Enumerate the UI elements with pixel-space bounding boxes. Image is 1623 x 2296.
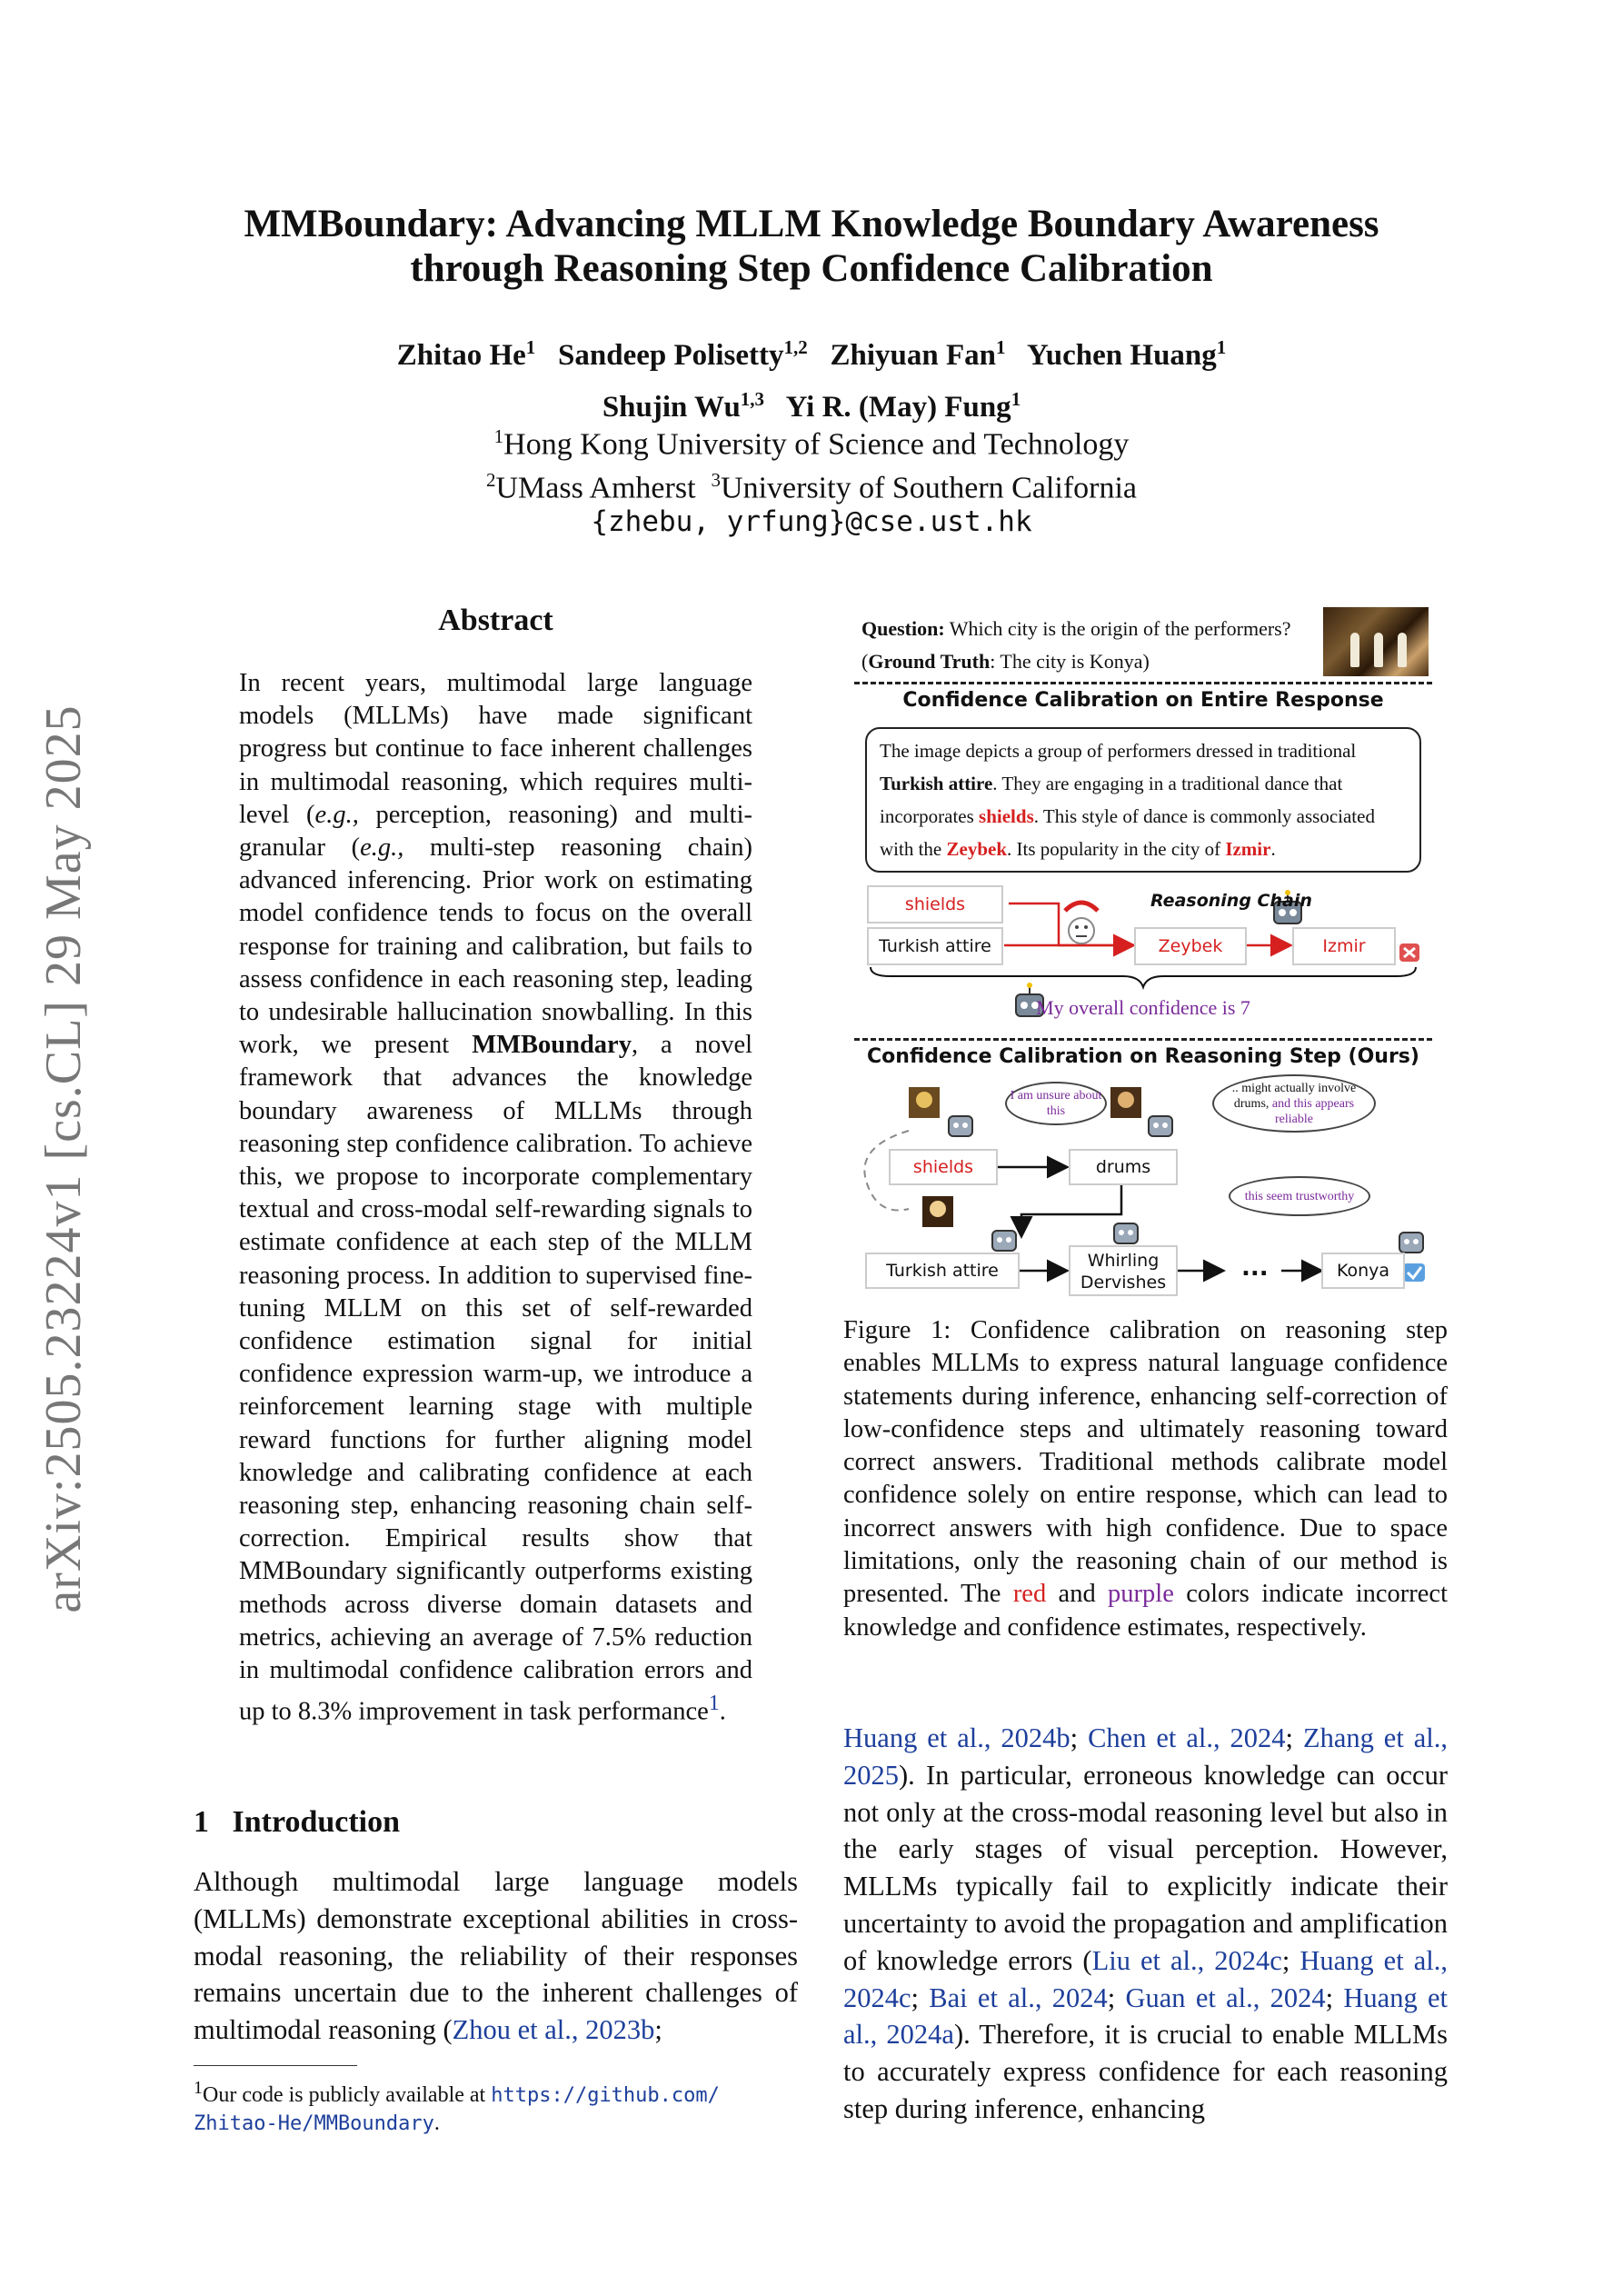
author-affil-mark: 1 <box>1216 336 1227 358</box>
footnote-text: . <box>433 2111 440 2135</box>
author: Zhitao He <box>396 339 526 372</box>
image-crop-icon <box>909 1087 940 1118</box>
robot-icon <box>949 1116 972 1136</box>
caption-text: and <box>1046 1580 1109 1609</box>
thought-bubble-trustworthy: this seem trustworthy <box>1229 1176 1370 1216</box>
citation-link[interactable]: Huang et al., 2024b <box>843 1722 1070 1753</box>
footnote <box>194 2074 802 2138</box>
author: Yi R. (May) Fung <box>785 391 1011 424</box>
sep: ; <box>1070 1722 1089 1753</box>
node-shields: shields <box>889 1149 998 1185</box>
header-entire-response: Confidence Calibration on Entire Response <box>902 689 1384 712</box>
authors-line-1 <box>0 325 1623 377</box>
caption-purple: purple <box>1108 1580 1174 1609</box>
title-line-2: through Reasoning Step Confidence Calibration <box>410 247 1213 290</box>
caption-text: colors indicate incorrect knowledge and confidence estimates, respectively. <box>843 1580 1449 1642</box>
sep: ; <box>1325 1982 1344 2013</box>
figure-question <box>861 613 1291 678</box>
arxiv-sidebar-stamp <box>27 673 100 1645</box>
sep: ; <box>1285 1722 1303 1753</box>
thought-bubble-drums <box>1212 1074 1376 1133</box>
gt-label: Ground Truth <box>868 650 991 673</box>
question-label: Question: <box>861 617 945 640</box>
incorrect-term: Zeybek <box>946 838 1008 860</box>
code-url-link[interactable]: https://github.com/ <box>491 2084 720 2107</box>
paper-title <box>0 202 1623 291</box>
affiliation-2 <box>0 458 1623 510</box>
citation-link[interactable]: Bai et al., 2024 <box>929 1982 1108 2013</box>
figure-caption <box>843 1314 1448 1644</box>
node-shields: shields <box>867 885 1003 923</box>
response-bold: Turkish attire <box>880 773 993 794</box>
node-turkish-attire: Turkish attire <box>865 1253 1020 1289</box>
author-affil-mark: 1 <box>995 336 1006 358</box>
author-list <box>0 325 1623 429</box>
abstract-text: perception, reasoning) and multi-granular ( <box>239 800 752 863</box>
response-text: The image depicts a group of performers dressed in traditional <box>880 740 1357 762</box>
author-affil-mark: 1,2 <box>783 336 808 358</box>
caption-text: Figure 1: Confidence calibration on reasoning step enables MLLMs to express natural language confidence statements during inference, enhancing self-correction of low-confidence steps and ultimately reasoning toward correct answers. Traditional methods calibrate model confidence solely on entire response, which can lead to incorrect answers with high confidence. Due to space limitations, only the reasoning chain of our method is presented. The <box>843 1316 1448 1609</box>
abstract-body <box>239 667 752 1729</box>
robot-icon <box>992 1231 1016 1251</box>
abstract-emph: e.g., <box>314 800 359 829</box>
bubble-text: .. might actually involve drums, <box>1231 1081 1357 1111</box>
section-title: Introduction <box>232 1805 401 1839</box>
model-response-box <box>865 727 1421 873</box>
gt-text: ( <box>861 650 869 673</box>
abstract-text: , a novel framework that advances the knowledge boundary awareness of MLLMs through reasoning step confidence calibration. To achieve this, we propose to incorporate complementary textual and cross-modal self-rewarding signals to estimate confidence at each step of the MLLM reasoning process. In addition to supervised fine-tuning MLLM on this set of self-rewarded confidence estimation signal for initial confidence expression warm-up, we introduce a reinforcement learning stage with multiple reward functions for further aligning model knowledge and calibrating confidence at each reasoning step, enhancing reasoning chain self-correction. Empirical results show that MMBoundary significantly outperforms existing methods across diverse domain datasets and metrics, achieving an average of 7.5% reduction in multimodal confidence calibration errors and up to 8.3% improvement in task performance <box>239 1031 753 1726</box>
author-affil-mark: 1 <box>525 336 536 358</box>
image-crop-icon <box>1110 1087 1141 1118</box>
footnote-text: Our code is publicly available at <box>203 2083 492 2107</box>
contact-email[interactable]: {zhebu, yrfung}@cse.ust.hk <box>591 505 1032 538</box>
citation-link[interactable]: Liu et al., 2024c <box>1091 1944 1282 1976</box>
author: Shujin Wu <box>602 391 741 424</box>
node-label: Whirling <box>1087 1251 1160 1271</box>
abstract-text: In recent years, multimodal large language models (MLLMs) have made significant progress but continue to face inherent challenges in multimodal reasoning, which requires multi-level ( <box>239 669 752 829</box>
node-izmir: Izmir <box>1292 927 1396 965</box>
sep: ; <box>1107 1982 1126 2013</box>
abstract-text: . <box>719 1697 726 1726</box>
citation-link[interactable]: Chen et al., 2024 <box>1088 1722 1286 1753</box>
affil-mark: 2 <box>485 469 496 491</box>
citation-link[interactable]: Guan et al., 2024 <box>1125 1982 1326 2013</box>
code-url-link[interactable]: Zhitao-He/MMBoundary <box>194 2112 434 2135</box>
caption-red: red <box>1012 1580 1047 1609</box>
figure-1 <box>854 602 1432 1293</box>
affil-text: UMass Amherst <box>495 471 696 505</box>
citation-link[interactable]: Zhang et al., 2025 <box>843 1722 1448 1791</box>
performers-photo <box>1323 607 1429 676</box>
overall-confidence: My overall confidence is 7 <box>1036 996 1250 1019</box>
author: Zhiyuan Fan <box>830 339 996 372</box>
node-drums: drums <box>1069 1149 1178 1185</box>
robot-icon <box>1399 1233 1423 1253</box>
arxiv-id: arXiv:2505.23224v1 [cs.CL] 29 May 2025 <box>35 704 92 1613</box>
node-label: Dervishes <box>1080 1273 1167 1293</box>
framework-name: MMBoundary <box>472 1031 632 1060</box>
performer-figure <box>1398 633 1407 667</box>
gt-text: : The city is Konya) <box>990 650 1150 673</box>
bubble-confidence: and this appears reliable <box>1271 1096 1355 1126</box>
node-zeybek: Zeybek <box>1134 927 1247 965</box>
title-line-1: MMBoundary: Advancing MLLM Knowledge Boundary Awareness <box>244 203 1379 245</box>
incorrect-term: Izmir <box>1225 838 1271 860</box>
author-affil-mark: 1 <box>1011 388 1021 410</box>
affil-text: Hong Kong University of Science and Technology <box>503 427 1130 462</box>
section-heading-introduction <box>194 1805 400 1840</box>
affil-mark: 3 <box>711 469 722 491</box>
ellipsis: ... <box>1241 1254 1269 1282</box>
error-x-icon <box>1399 943 1419 962</box>
right-column-body <box>843 1720 1448 2128</box>
response-text: . This style of dance is commonly associated with the <box>880 805 1375 860</box>
performer-figure <box>1350 633 1359 667</box>
abstract-emph: e.g., <box>360 834 404 863</box>
footnote-link[interactable]: 1 <box>708 1692 720 1716</box>
node-whirling-dervishes <box>1069 1245 1178 1296</box>
sep: ; <box>911 1982 930 2013</box>
thinking-face-icon <box>1065 903 1098 943</box>
footnote-mark: 1 <box>194 2078 203 2098</box>
sep: ; <box>1281 1944 1300 1976</box>
footnote-rule <box>194 2065 357 2066</box>
affil-text: University of Southern California <box>721 471 1138 505</box>
node-konya: Konya <box>1321 1253 1405 1289</box>
author: Sandeep Polisetty <box>558 339 784 372</box>
incorrect-term: shields <box>979 805 1034 827</box>
response-text: . <box>1270 838 1276 860</box>
citation-link[interactable]: Zhou et al., 2023b <box>452 2014 655 2046</box>
body-text: ). In particular, erroneous knowledge can occur not only at the cross-modal reasoning level but also in the early stages of visual perception. However, MLLMs typically fail to explicitly indicate their uncertainty to avoid the propagation and amplification of knowledge errors ( <box>843 1759 1448 1976</box>
body-text: ). Therefore, it is crucial to enable MLLMs to accurately express confidence for each reasoning step during inference, enhancing <box>843 2019 1448 2124</box>
image-crop-icon <box>922 1196 953 1227</box>
robot-icon <box>1149 1116 1172 1136</box>
node-turkish-attire: Turkish attire <box>867 927 1003 965</box>
response-text: . They are engaging in a traditional dance that incorporates <box>880 773 1343 827</box>
check-icon <box>1403 1263 1425 1282</box>
abstract-heading: Abstract <box>438 604 553 637</box>
intro-text: Although multimodal large language models (MLLMs) demonstrate exceptional abilities in cross-modal reasoning, the reliability of their responses remains uncertain due to the inherent challenges of multimodal reasoning ( <box>194 1866 798 2046</box>
question-text: Which city is the origin of the performers? <box>944 617 1291 640</box>
divider-dashed <box>854 682 1432 684</box>
response-text: . Its popularity in the city of <box>1007 838 1226 860</box>
citation-link[interactable]: Huang et al., 2024c <box>843 1944 1448 2013</box>
robot-icon <box>1114 1223 1138 1243</box>
header-reasoning-step: Confidence Calibration on Reasoning Step (Ours) <box>867 1045 1419 1068</box>
divider-dashed <box>854 1038 1432 1041</box>
abstract-text: multi-step reasoning chain) advanced inferencing. Prior work on estimating model confidence tends to focus on the overall response for training and calibration, but fails to assess confidence in each reasoning step, leading to undesirable hallucination snowballing. In this work, we present <box>239 834 752 1060</box>
introduction-body <box>194 1863 798 2049</box>
author: Yuchen Huang <box>1027 339 1217 372</box>
intro-text: ; <box>654 2014 662 2046</box>
author-affil-mark: 1,3 <box>740 388 765 410</box>
citation-link[interactable]: Huang et al., 2024a <box>843 1982 1448 2051</box>
performer-figure <box>1374 633 1383 667</box>
section-number: 1 <box>194 1805 209 1839</box>
reasoning-chain-label: Reasoning Chain <box>1150 891 1312 911</box>
affil-mark: 1 <box>493 425 504 447</box>
thought-bubble-unsure: I am unsure about this <box>1005 1082 1107 1125</box>
